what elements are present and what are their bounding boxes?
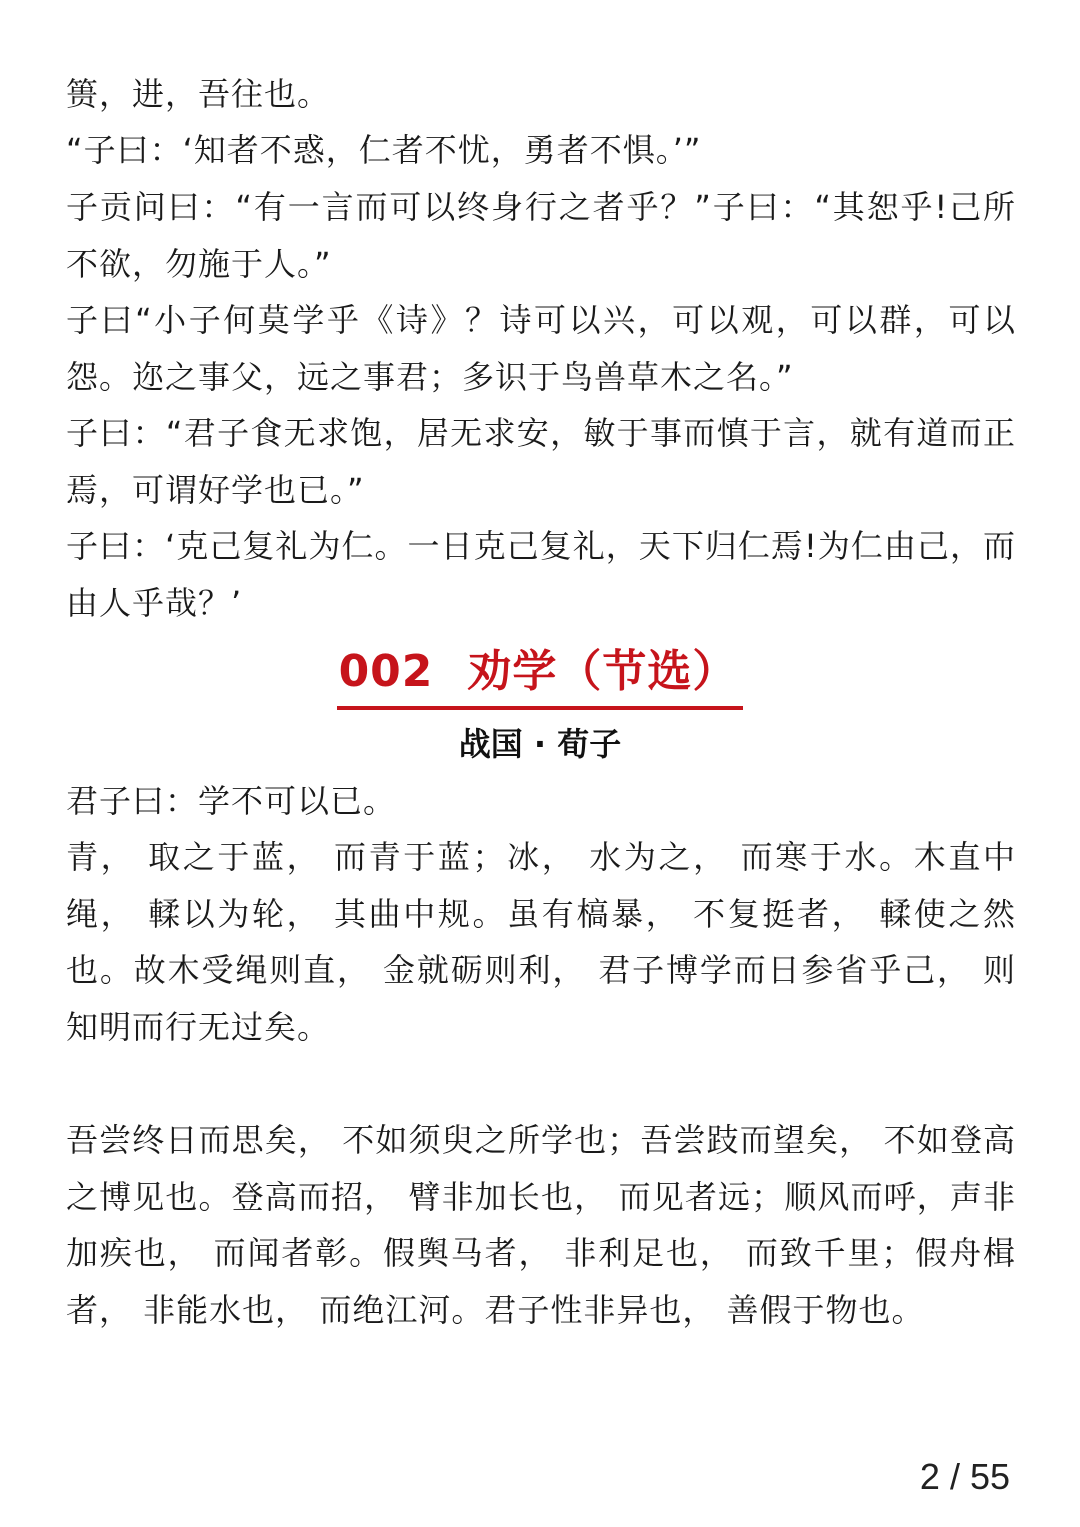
section-paragraph-3: 吾尝终日而思矣， 不如须臾之所学也；吾尝跂而望矣， 不如登高之博见也。登高而招， 臂非加长也， 而见者远；顺风而呼，声非加疾也， 而闻者彰。假舆马者， 非利足也， 而致千里；假舟楫者， 非能水也， 而绝江河。君子性非异也， 善假于物也。 [66,1121,1016,1329]
prev-paragraph-1: 篑，进，吾往也。 [66,75,331,113]
prev-paragraph-4: 子曰“小子何莫学乎《诗》？诗可以兴，可以观，可以群，可以怨。迩之事父，远之事君；多识于鸟兽草木之名。” [66,301,1016,396]
prev-paragraph-2: “子曰：‘知者不惑，仁者不忧，勇者不惧。’” [66,131,702,169]
section-title [0,640,1080,710]
section-title-text: 劝学（节选） [467,646,738,697]
section-author: 战国 · 荀子 [458,725,622,763]
section-title-underlined [337,640,744,710]
section-paragraph-1: 君子曰：学不可以已。 [66,782,397,820]
section-paragraph-2: 青， 取之于蓝， 而青于蓝；冰， 水为之， 而寒于水。木直中绳， 輮以为轮， 其曲中规。虽有槁暴， 不复挺者， 輮使之然也。故木受绳则直， 金就砺则利， 君子博学而日参省乎己， 则知明而行无过矣。 [66,838,1016,1046]
prev-paragraph-6: 子曰：‘克己复礼为仁。一日克己复礼，天下归仁焉!为仁由己，而由人乎哉？’ [66,527,1016,622]
page-number: 2 / 55 [919,1456,1010,1497]
prev-paragraph-3: 子贡问曰：“有一言而可以终身行之者乎？”子曰：“其恕乎!己所不欲，勿施于人。” [66,188,1016,283]
prev-paragraph-5: 子曰：“君子食无求饱，居无求安，敏于事而慎于言，就有道而正焉，可谓好学也已。” [66,414,1016,509]
section-number: 002 [338,646,434,697]
